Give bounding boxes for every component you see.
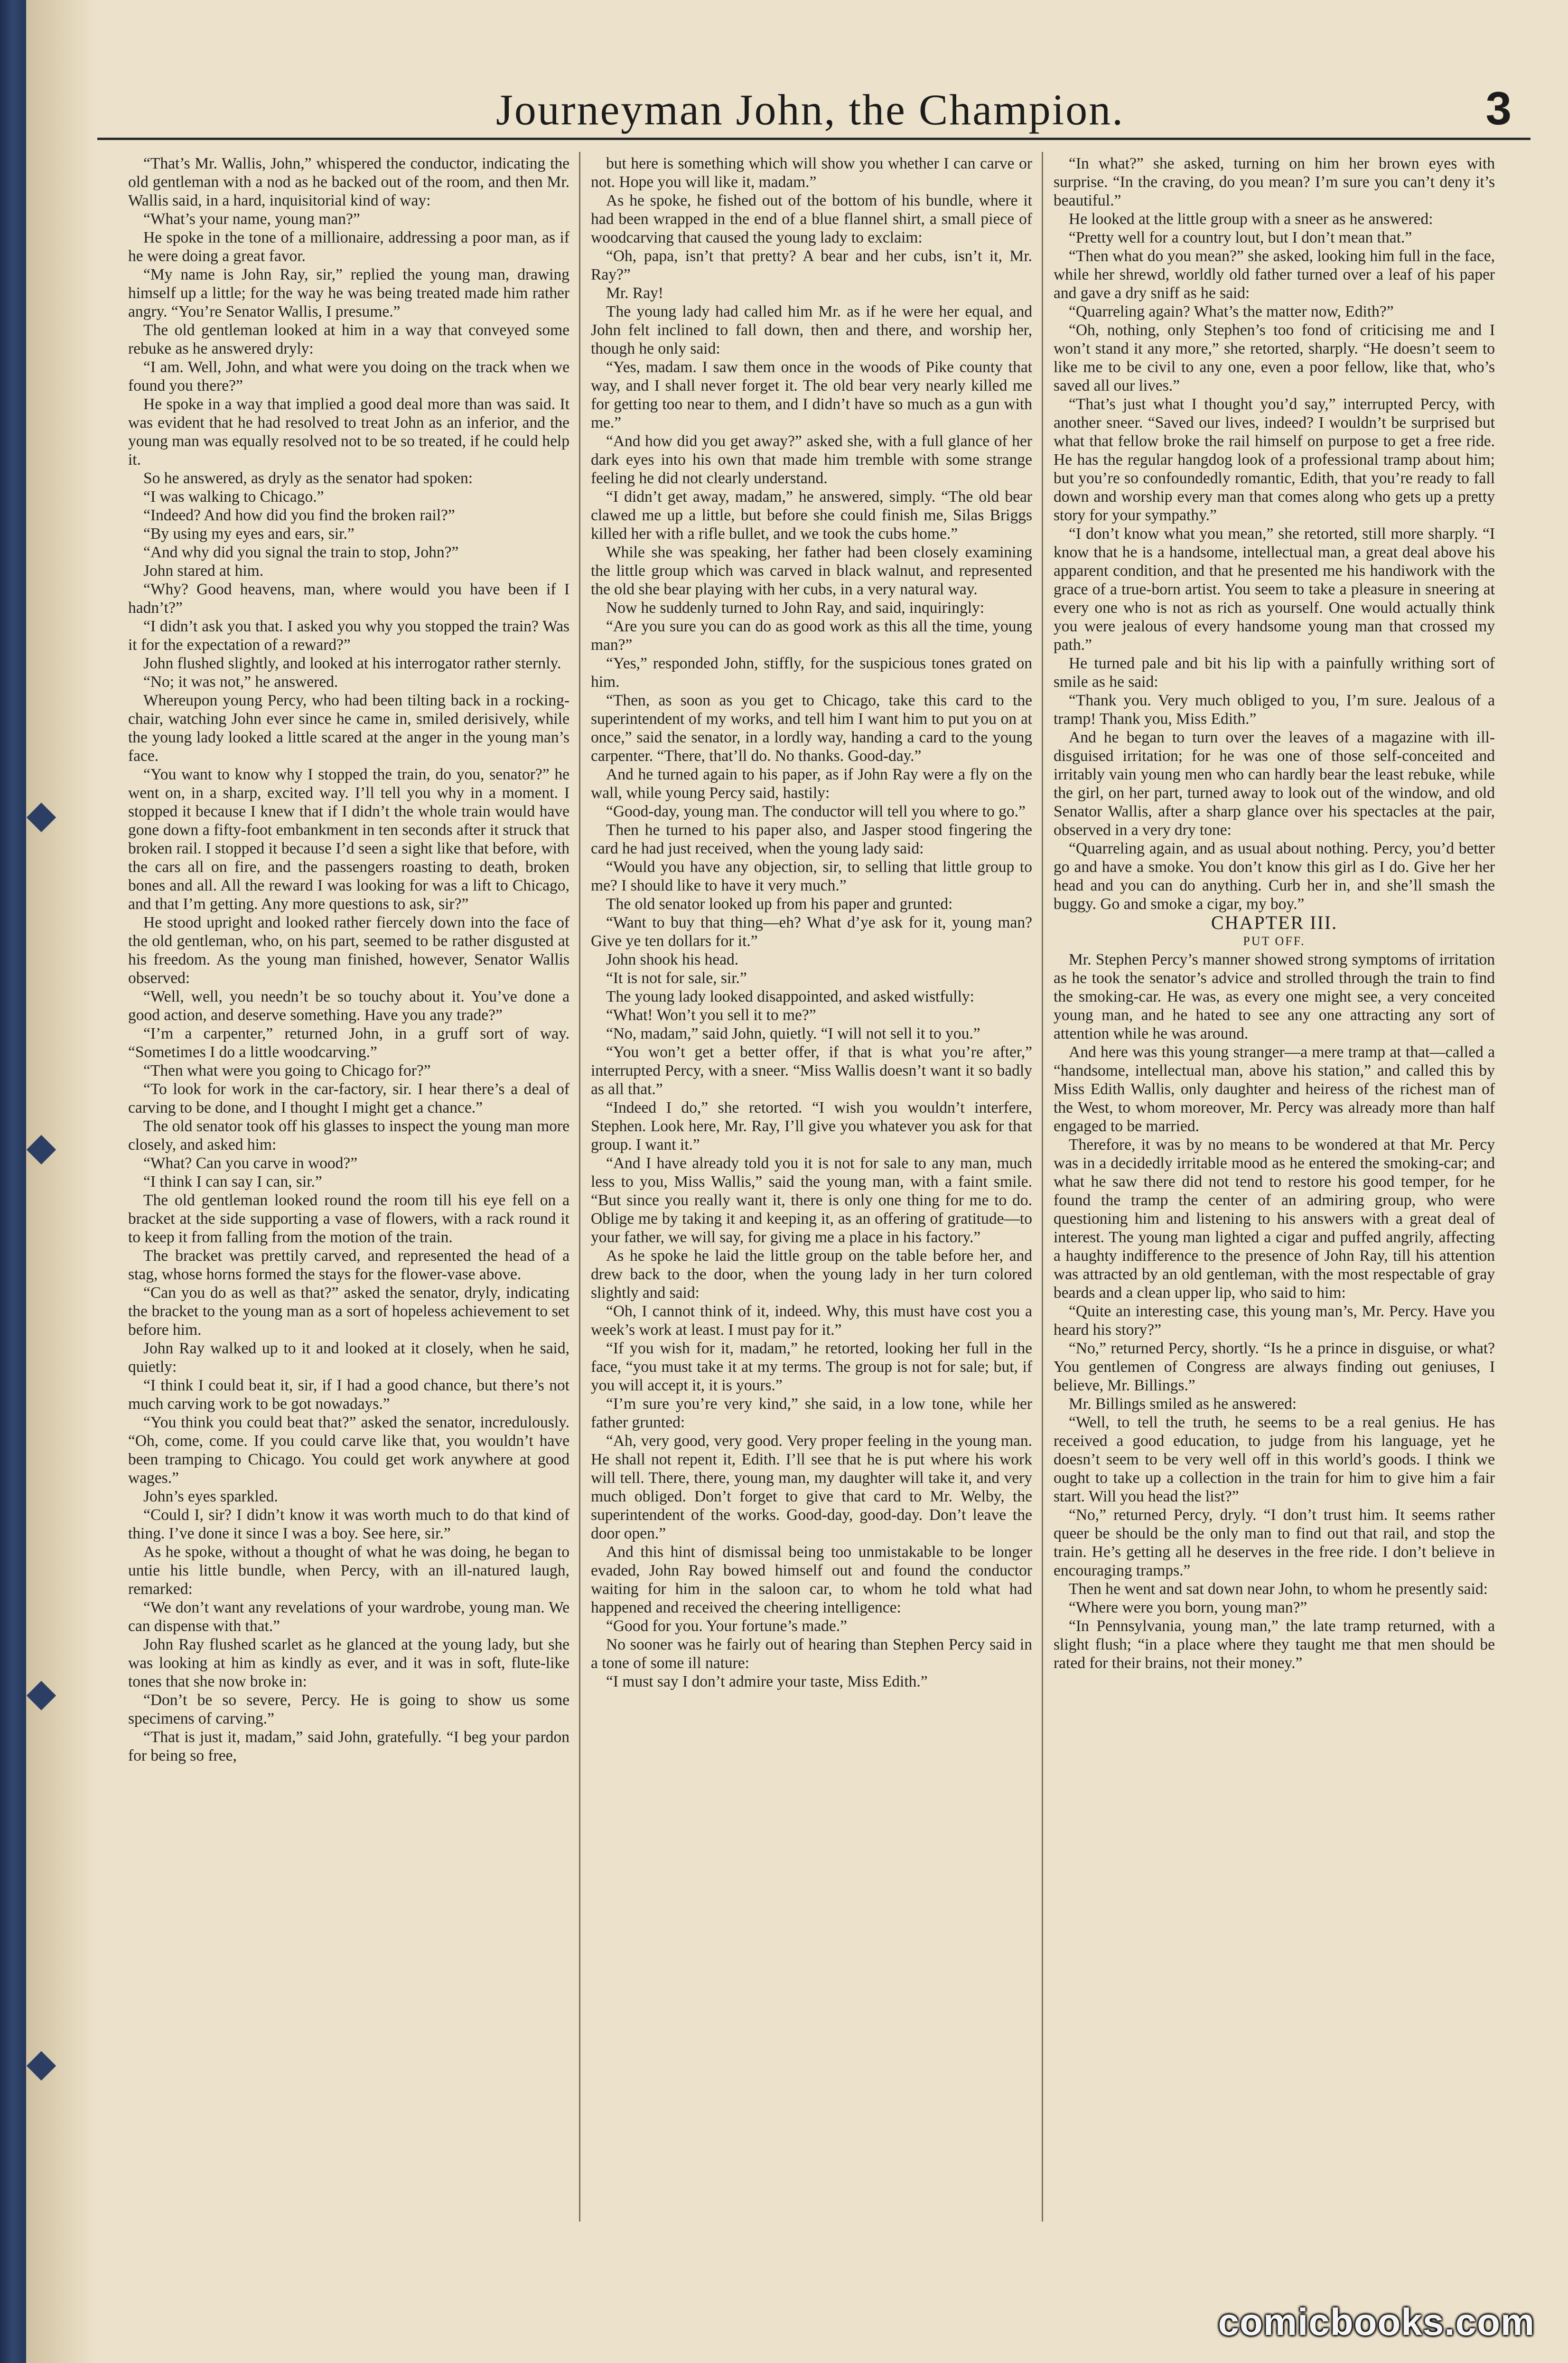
paragraph: And here was this young stranger—a mere tramp at that—called a “handsome, intellectual man, above his station,” and called this by Miss Edith Wallis, only daughter and heiress of the richest man of the West, to whom moreover, Mr. Percy was already more than half engaged to be married. <box>1054 1043 1495 1135</box>
paragraph: “Well, to tell the truth, he seems to be a real genius. He has received a good education, to judge from his language, yet he doesn’t seem to be very well off in this world’s goods. I think we ought to take up a collection in the train for him to give him a fair start. Will you head the list?” <box>1054 1414 1495 1505</box>
paragraph: John’s eyes sparkled. <box>143 1488 278 1505</box>
paragraph: Then he went and sat down near John, to whom he presently said: <box>1069 1580 1488 1598</box>
column-body <box>1054 154 1495 913</box>
paragraph: “Then what do you mean?” she asked, looking him full in the face, while her shrewd, worldly old father turned over a leaf of his paper and gave a dry sniff as he said: <box>1054 247 1495 302</box>
paragraph: As he spoke, he fished out of the bottom of his bundle, where it had been wrapped in the end of a blue flannel shirt, a small piece of woodcarving that caused the young lady to exclaim: <box>591 192 1032 246</box>
paragraph: “To look for work in the car-factory, sir. I hear there’s a deal of carving to be done, and I thought I might get a chance.” <box>128 1080 569 1116</box>
paragraph: “Where were you born, young man?” <box>1069 1599 1307 1616</box>
paragraph: “We don’t want any revelations of your wardrobe, young man. We can dispense with that.” <box>128 1599 569 1635</box>
paragraph: “Oh, papa, isn’t that pretty? A bear and her cubs, isn’t it, Mr. Ray?” <box>591 247 1032 283</box>
chapter-heading: CHAPTER III. <box>1211 912 1338 933</box>
paragraph: “That is just it, madam,” said John, gratefully. “I beg your pardon for being so free, <box>128 1728 569 1764</box>
paragraph: “What’s your name, young man?” <box>143 210 360 228</box>
paragraph: “In what?” she asked, turning on him her brown eyes with surprise. “In the craving, do you mean? I’m sure you can’t deny it’s beautiful.” <box>1054 155 1495 209</box>
text-column-middle <box>591 154 1032 1691</box>
paragraph: John Ray walked up to it and looked at it closely, when he said, quietly: <box>128 1340 569 1376</box>
paragraph: He stood upright and looked rather fiercely down into the face of the old gentleman, who, on his part, seemed to be rather disgusted at his freedom. As the young man finished, however, Senator Wallis observed: <box>128 914 569 987</box>
paragraph: “Are you sure you can do as good work as this all the time, young man?” <box>591 618 1032 654</box>
paragraph: “Yes,” responded John, stiffly, for the suspicious tones grated on him. <box>591 655 1032 691</box>
paragraph: The young lady had called him Mr. as if he were her equal, and John felt inclined to fall down, then and there, and worship her, though he only said: <box>591 303 1032 357</box>
paragraph: “Pretty well for a country lout, but I don’t mean that.” <box>1069 229 1412 246</box>
paragraph: While she was speaking, her father had been closely examining the little group which was carved in black walnut, and represented the old she bear playing with her cubs, in a very natural way. <box>591 544 1032 598</box>
page-margin-strip <box>26 0 97 2363</box>
column-divider <box>579 152 580 2222</box>
paragraph: “And why did you signal the train to stop, John?” <box>143 544 459 561</box>
running-title: Journeyman John, the Champion. <box>496 85 1125 134</box>
paragraph: “You won’t get a better offer, if that is what you’re after,” interrupted Percy, with a sneer. “Miss Wallis doesn’t want it so badly as all that.” <box>591 1043 1032 1098</box>
paragraph: And he began to turn over the leaves of a magazine with ill-disguised irritation; for he was one of those self-conceited and irritably vain young men who can hardly bear the least rebuke, while the girl, on her part, turned away to look out of the window, and old Senator Wallis, after a sharp glance over his spectacles at the pair, observed in a very dry tone: <box>1054 729 1495 839</box>
paragraph: “No, madam,” said John, quietly. “I will not sell it to you.” <box>606 1025 980 1042</box>
chapter-body <box>1054 950 1495 1672</box>
paragraph: “Oh, nothing, only Stephen’s too fond of criticising me and I won’t stand it any more,” she retorted, sharply. “He doesn’t seem to like me to be civil to any one, even a poor fellow, like that, who’s saved all our lives.” <box>1054 321 1495 394</box>
paragraph: “It is not for sale, sir.” <box>606 969 747 987</box>
paragraph: “Good for you. Your fortune’s made.” <box>606 1617 847 1635</box>
paragraph: “Don’t be so severe, Percy. He is going to show us some specimens of carving.” <box>128 1691 569 1727</box>
paragraph: “Quite an interesting case, this young man’s, Mr. Percy. Have you heard his story?” <box>1054 1303 1495 1339</box>
paragraph: “I didn’t get away, madam,” he answered, simply. “The old bear clawed me up a little, but before she could finish me, Silas Briggs killed her with a rifle bullet, and we took the cubs home.” <box>591 488 1032 543</box>
paragraph: Therefore, it was by no means to be wondered at that Mr. Percy was in a decidedly irritable mood as he entered the smoking-car; and what he saw there did not tend to restore his good temper, for he found the tramp the center of an admiring group, who were questioning him and listening to his answers with a great deal of interest. The young man lighted a cigar and puffed angrily, affecting a haughty indifference to the presence of John Ray, till his attention was attracted by an old gentleman, with the most respectable of gray beards and a clean upper lip, who said to him: <box>1054 1136 1495 1302</box>
paragraph: The old senator took off his glasses to inspect the young man more closely, and asked him: <box>128 1117 569 1153</box>
paragraph: “Good-day, young man. The conductor will tell you where to go.” <box>606 803 1026 820</box>
paragraph: “What! Won’t you sell it to me?” <box>606 1006 816 1024</box>
paragraph: Mr. Ray! <box>606 284 663 302</box>
paragraph: The old senator looked up from his paper and grunted: <box>606 895 953 913</box>
paragraph: The old gentleman looked at him in a way that conveyed some rebuke as he answered dryly: <box>128 321 569 357</box>
paragraph: John flushed slightly, and looked at his interrogator rather sternly. <box>143 655 561 672</box>
paragraph: “No,” returned Percy, dryly. “I don’t trust him. It seems rather queer be should be the only man to find out that rail, and stop the train. He’s getting all he deserves in the free ride. I don’t believe in encouraging tramps.” <box>1054 1506 1495 1579</box>
paragraph: “I’m a carpenter,” returned John, in a gruff sort of way. “Sometimes I do a little woodcarving.” <box>128 1025 569 1061</box>
paragraph: No sooner was he fairly out of hearing than Stephen Percy said in a tone of some ill nature: <box>591 1636 1032 1672</box>
paragraph: “Would you have any objection, sir, to selling that little group to me? I should like to have it very much.” <box>591 858 1032 894</box>
paragraph: The old gentleman looked round the room till his eye fell on a bracket at the side supporting a vase of flowers, with a rack round it to keep it from falling from the motion of the train. <box>128 1191 569 1246</box>
paragraph: “Want to buy that thing—eh? What d’ye ask for it, young man? Give ye ten dollars for it.” <box>591 914 1032 950</box>
paragraph: “I was walking to Chicago.” <box>143 488 324 506</box>
paragraph: “I think I could beat it, sir, if I had a good chance, but there’s not much carving work to be got nowadays.” <box>128 1377 569 1413</box>
paragraph: “I’m sure you’re very kind,” she said, in a low tone, while her father grunted: <box>591 1395 1032 1431</box>
paragraph: “That’s just what I thought you’d say,” interrupted Percy, with another sneer. “Saved our lives, indeed? I wouldn’t be surprised but what that fellow broke the rail himself on purpose to get a free ride. He has the regular hangdog look of a professional tramp about him; but you’re so confoundedly romantic, Edith, that you’re ready to fall down and worship every man that comes along who gets up a pretty story for your sympathy.” <box>1054 395 1495 524</box>
text-column-left <box>128 154 569 1765</box>
paragraph: “Then, as soon as you get to Chicago, take this card to the superintendent of my works, and tell him I want him to put you on at once,” said the senator, in a lordly way, handing a card to the young carpenter. “There, that’ll do. No thanks. Good-day.” <box>591 692 1032 765</box>
paragraph: And this hint of dismissal being too unmistakable to be longer evaded, John Ray bowed himself out and found the conductor waiting for him in the saloon car, to whom he told what had happened and received the cheering intelligence: <box>591 1543 1032 1616</box>
paragraph: “No; it was not,” he answered. <box>143 673 338 691</box>
paragraph: “And how did you get away?” asked she, with a full glance of her dark eyes into his own that made him tremble with some strange feeling he did not clearly understand. <box>591 432 1032 487</box>
paragraph: He turned pale and bit his lip with a painfully writhing sort of smile as he said: <box>1054 655 1495 691</box>
chapter-subtitle: PUT OFF. <box>1243 934 1306 948</box>
paragraph: “I didn’t ask you that. I asked you why you stopped the train? Was it for the expectation of a reward?” <box>128 618 569 654</box>
paragraph: “Indeed? And how did you find the broken rail?” <box>143 506 455 524</box>
paragraph: “Could I, sir? I didn’t know it was worth much to do that kind of thing. I’ve done it since I was a boy. See here, sir.” <box>128 1506 569 1542</box>
paragraph: The bracket was prettily carved, and represented the head of a stag, whose horns formed the stays for the flower-vase above. <box>128 1247 569 1283</box>
paragraph: Mr. Stephen Percy’s manner showed strong symptoms of irritation as he took the senator’s advice and strolled through the train to find the smoking-car. He was, as every one might see, a very conceited young man, and he hated to see any one attracting any sort of attention while he was around. <box>1054 951 1495 1042</box>
paragraph: The young lady looked disappointed, and asked wistfully: <box>606 988 974 1005</box>
paragraph: “Quarreling again? What’s the matter now, Edith?” <box>1069 303 1394 320</box>
paragraph: “I must say I don’t admire your taste, Miss Edith.” <box>606 1673 928 1690</box>
paragraph: “Thank you. Very much obliged to you, I’m sure. Jealous of a tramp! Thank you, Miss Edith.” <box>1054 692 1495 728</box>
column-divider <box>1042 152 1043 2222</box>
paragraph: “Well, well, you needn’t be so touchy about it. You’ve done a good action, and deserve something. Have you any trade?” <box>128 988 569 1024</box>
paragraph: “Then what were you going to Chicago for?” <box>143 1062 431 1079</box>
text-column-right <box>1054 154 1495 1672</box>
paragraph: “Yes, madam. I saw them once in the woods of Pike county that way, and I shall never forget it. The old bear very nearly killed me for getting too near to them, and I didn’t have so much as a gun with me.” <box>591 358 1032 431</box>
paragraph: “Can you do as well as that?” asked the senator, dryly, indicating the bracket to the young man as a sort of hopeless achievement to set before him. <box>128 1284 569 1339</box>
paragraph: “My name is John Ray, sir,” replied the young man, drawing himself up a little; for the way he was being treated made him rather angry. “You’re Senator Wallis, I presume.” <box>128 266 569 320</box>
paragraph: He spoke in the tone of a millionaire, addressing a poor man, as if he were doing a great favor. <box>128 229 569 265</box>
paragraph: “Oh, I cannot think of it, indeed. Why, this must have cost you a week’s work at least. I must pay for it.” <box>591 1303 1032 1339</box>
comic-page <box>26 0 1568 2363</box>
paragraph: “If you wish for it, madam,” he retorted, looking her full in the face, “you must take it at my terms. The group is not for sale; but, if you will accept it, it is yours.” <box>591 1340 1032 1394</box>
paragraph: He spoke in a way that implied a good deal more than was said. It was evident that he had resolved to treat John as an inferior, and the young man was equally resolved not to be so treated, if he could help it. <box>128 395 569 469</box>
paragraph: So he answered, as dryly as the senator had spoken: <box>143 469 473 487</box>
paragraph: “By using my eyes and ears, sir.” <box>143 525 355 543</box>
paragraph: but here is something which will show you whether I can carve or not. Hope you will like it, madam.” <box>591 155 1032 191</box>
paragraph: “Indeed I do,” she retorted. “I wish you wouldn’t interfere, Stephen. Look here, Mr. Ray, I’ll give you whatever you ask for that group. I want it.” <box>591 1099 1032 1153</box>
paragraph: “What? Can you carve in wood?” <box>143 1154 358 1172</box>
paragraph: Mr. Billings smiled as he answered: <box>1069 1395 1297 1413</box>
page-header <box>97 71 1531 140</box>
paragraph: And he turned again to his paper, as if John Ray were a fly on the wall, while young Percy said, hastily: <box>591 766 1032 802</box>
paragraph: John Ray flushed scarlet as he glanced at the young lady, but she was looking at him as kindly as ever, and it was in soft, flute-like tones that she now broke in: <box>128 1636 569 1690</box>
paragraph: John stared at him. <box>143 562 264 580</box>
paragraph: “I think I can say I can, sir.” <box>143 1173 322 1191</box>
paragraph: Now he suddenly turned to John Ray, and said, inquiringly: <box>606 599 985 617</box>
paragraph: “You think you could beat that?” asked the senator, incredulously. “Oh, come, come. If you could carve like that, you wouldn’t have been tramping to Chicago. You could get work anywhere at good wages.” <box>128 1414 569 1487</box>
paragraph: As he spoke, without a thought of what he was doing, he began to untie his little bundle, when Percy, with an ill-natured laugh, remarked: <box>128 1543 569 1598</box>
paragraph: “Why? Good heavens, man, where would you have been if I hadn’t?” <box>128 581 569 617</box>
paragraph: Whereupon young Percy, who had been tilting back in a rocking-chair, watching John ever since he came in, smiled derisively, while the young lady looked a little scared at the anger in the young man’s face. <box>128 692 569 765</box>
paragraph: “That’s Mr. Wallis, John,” whispered the conductor, indicating the old gentleman with a nod as he backed out of the room, and then Mr. Wallis said, in a hard, inquisitorial kind of way: <box>128 155 569 209</box>
paragraph: “You want to know why I stopped the train, do you, senator?” he went on, in a sharp, excited way. I’ll tell you why in a moment. I stopped it because I knew that if I didn’t the whole train would have gone down a fifty-foot embankment in ten seconds after it struck that broken rail. I stopped it because I’d seen a sight like that before, with the cars all on fire, and the passengers roasting to death, broken bones and all. All the reward I was looking for was a lift to Chicago, and that I’m getting. Any more questions to ask, sir?” <box>128 766 569 913</box>
paragraph: “No,” returned Percy, shortly. “Is he a prince in disguise, or what? You gentlemen of Congress are always finding out geniuses, I believe, Mr. Billings.” <box>1054 1340 1495 1394</box>
paragraph: John shook his head. <box>606 951 739 968</box>
paragraph: Then he turned to his paper also, and Jasper stood fingering the card he had just received, when the young lady said: <box>591 821 1032 857</box>
paragraph: He looked at the little group with a sneer as he answered: <box>1069 210 1433 228</box>
paragraph: “And I have already told you it is not for sale to any man, much less to you, Miss Wallis,” said the young man, with a faint smile. “But since you really want it, there is only one thing for me to do. Oblige me by taking it and keeping it, as an offering of gratitude—to your father, we will say, for giving me a place in his factory.” <box>591 1154 1032 1246</box>
paragraph: “I don’t know what you mean,” she retorted, still more sharply. “I know that he is a handsome, intellectual man, a great deal above his apparent condition, and that he presented me his handiwork with the grace of a true-born artist. You seem to take a pleasure in sneering at every one who is not as rich as yourself. One would actually think you were jealous of every handsome young man that crossed my path.” <box>1054 525 1495 654</box>
page-number: 3 <box>1485 82 1512 134</box>
site-watermark: comicbooks.com <box>1218 2301 1535 2343</box>
paragraph: As he spoke he laid the little group on the table before her, and drew back to the door, when the young lady in her turn colored slightly and said: <box>591 1247 1032 1302</box>
paragraph: “Ah, very good, very good. Very proper feeling in the young man. He shall not repent it, Edith. I’ll see that he is put where his work will tell. There, there, young man, my daughter will take it, and very much obliged. Don’t forget to give that card to Mr. Welby, the superintendent of the works. Good-day, good-day. Don’t leave the door open.” <box>591 1432 1032 1542</box>
binding-edge <box>0 0 26 2363</box>
paragraph: “I am. Well, John, and what were you doing on the track when we found you there?” <box>128 358 569 394</box>
paragraph: “Quarreling again, and as usual about nothing. Percy, you’d better go and have a smoke. You don’t know this girl as I do. Give her her head and you can do anything. Curb her in, and she’ll smash the buggy. Go and smoke a cigar, my boy.” <box>1054 840 1495 913</box>
paragraph: “In Pennsylvania, young man,” the late tramp returned, with a slight flush; “in a place where they taught me that men should be rated for their brains, not their money.” <box>1054 1617 1495 1672</box>
